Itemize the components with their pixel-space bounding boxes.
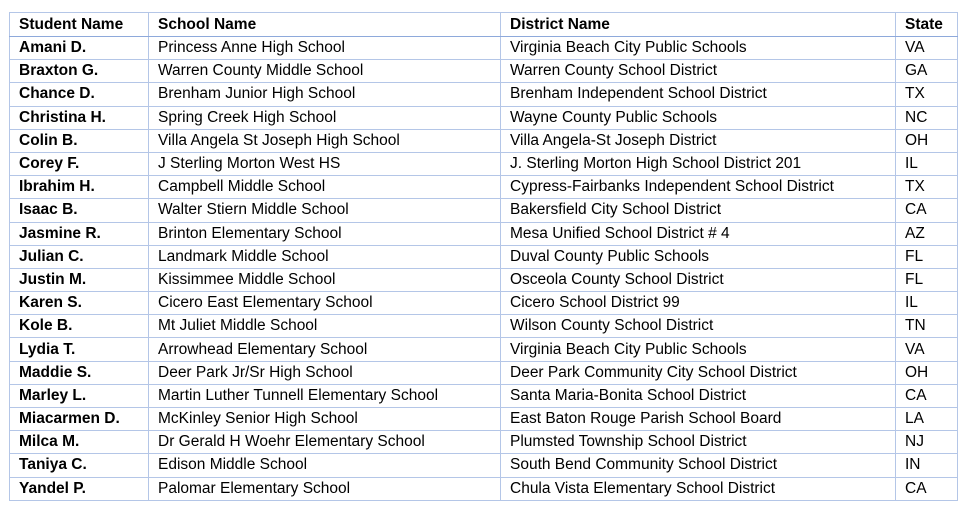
state-cell: CA (896, 384, 958, 407)
header-row (10, 13, 958, 37)
district-name-cell: Mesa Unified School District # 4 (501, 222, 896, 245)
state-cell: AZ (896, 222, 958, 245)
student-name-cell: Julian C. (10, 245, 149, 268)
state-cell: CA (896, 199, 958, 222)
student-name-cell: Braxton G. (10, 60, 149, 83)
district-name-cell: J. Sterling Morton High School District 201 (501, 152, 896, 175)
table-row (10, 106, 958, 129)
table-row (10, 268, 958, 291)
student-name-cell: Taniya C. (10, 454, 149, 477)
header-school-name: School Name (149, 13, 501, 37)
district-name-cell: Deer Park Community City School District (501, 361, 896, 384)
student-name-cell: Amani D. (10, 37, 149, 60)
school-name-cell: Edison Middle School (149, 454, 501, 477)
table-row (10, 477, 958, 500)
school-name-cell: Kissimmee Middle School (149, 268, 501, 291)
table-row (10, 408, 958, 431)
district-name-cell: Bakersfield City School District (501, 199, 896, 222)
school-name-cell: Arrowhead Elementary School (149, 338, 501, 361)
table-row (10, 384, 958, 407)
school-name-cell: Warren County Middle School (149, 60, 501, 83)
school-name-cell: Palomar Elementary School (149, 477, 501, 500)
table-row (10, 245, 958, 268)
student-name-cell: Jasmine R. (10, 222, 149, 245)
school-name-cell: J Sterling Morton West HS (149, 152, 501, 175)
district-name-cell: Virginia Beach City Public Schools (501, 338, 896, 361)
school-name-cell: Brinton Elementary School (149, 222, 501, 245)
table-row (10, 431, 958, 454)
state-cell: NC (896, 106, 958, 129)
state-cell: GA (896, 60, 958, 83)
school-name-cell: Deer Park Jr/Sr High School (149, 361, 501, 384)
district-name-cell: Brenham Independent School District (501, 83, 896, 106)
table-row (10, 37, 958, 60)
table-row (10, 361, 958, 384)
table-row (10, 60, 958, 83)
table-row (10, 83, 958, 106)
student-name-cell: Kole B. (10, 315, 149, 338)
school-name-cell: Landmark Middle School (149, 245, 501, 268)
state-cell: NJ (896, 431, 958, 454)
school-name-cell: Campbell Middle School (149, 176, 501, 199)
student-name-cell: Justin M. (10, 268, 149, 291)
table-row (10, 292, 958, 315)
header-district-name: District Name (501, 13, 896, 37)
student-name-cell: Christina H. (10, 106, 149, 129)
state-cell: OH (896, 361, 958, 384)
student-name-cell: Miacarmen D. (10, 408, 149, 431)
district-name-cell: Cypress-Fairbanks Independent School District (501, 176, 896, 199)
table-row (10, 315, 958, 338)
state-cell: CA (896, 477, 958, 500)
table-row (10, 338, 958, 361)
school-name-cell: Dr Gerald H Woehr Elementary School (149, 431, 501, 454)
table-row (10, 152, 958, 175)
student-name-cell: Milca M. (10, 431, 149, 454)
school-name-cell: Martin Luther Tunnell Elementary School (149, 384, 501, 407)
district-name-cell: Plumsted Township School District (501, 431, 896, 454)
state-cell: TN (896, 315, 958, 338)
student-name-cell: Isaac B. (10, 199, 149, 222)
table-row (10, 199, 958, 222)
table-row (10, 129, 958, 152)
header-student-name: Student Name (10, 13, 149, 37)
student-name-cell: Yandel P. (10, 477, 149, 500)
students-table (9, 12, 958, 501)
district-name-cell: Warren County School District (501, 60, 896, 83)
table-body (10, 37, 958, 501)
student-name-cell: Karen S. (10, 292, 149, 315)
state-cell: TX (896, 83, 958, 106)
school-name-cell: Villa Angela St Joseph High School (149, 129, 501, 152)
district-name-cell: Chula Vista Elementary School District (501, 477, 896, 500)
student-name-cell: Corey F. (10, 152, 149, 175)
district-name-cell: South Bend Community School District (501, 454, 896, 477)
district-name-cell: Duval County Public Schools (501, 245, 896, 268)
student-name-cell: Marley L. (10, 384, 149, 407)
district-name-cell: Santa Maria-Bonita School District (501, 384, 896, 407)
school-name-cell: McKinley Senior High School (149, 408, 501, 431)
state-cell: IL (896, 152, 958, 175)
student-name-cell: Maddie S. (10, 361, 149, 384)
state-cell: OH (896, 129, 958, 152)
school-name-cell: Walter Stiern Middle School (149, 199, 501, 222)
state-cell: LA (896, 408, 958, 431)
school-name-cell: Cicero East Elementary School (149, 292, 501, 315)
state-cell: FL (896, 268, 958, 291)
state-cell: VA (896, 338, 958, 361)
state-cell: FL (896, 245, 958, 268)
state-cell: TX (896, 176, 958, 199)
district-name-cell: Wilson County School District (501, 315, 896, 338)
state-cell: IN (896, 454, 958, 477)
student-name-cell: Colin B. (10, 129, 149, 152)
state-cell: VA (896, 37, 958, 60)
table-row (10, 176, 958, 199)
student-name-cell: Lydia T. (10, 338, 149, 361)
table-row (10, 454, 958, 477)
district-name-cell: East Baton Rouge Parish School Board (501, 408, 896, 431)
state-cell: IL (896, 292, 958, 315)
student-name-cell: Ibrahim H. (10, 176, 149, 199)
district-name-cell: Virginia Beach City Public Schools (501, 37, 896, 60)
student-name-cell: Chance D. (10, 83, 149, 106)
district-name-cell: Cicero School District 99 (501, 292, 896, 315)
table-row (10, 222, 958, 245)
school-name-cell: Mt Juliet Middle School (149, 315, 501, 338)
school-name-cell: Spring Creek High School (149, 106, 501, 129)
district-name-cell: Villa Angela-St Joseph District (501, 129, 896, 152)
district-name-cell: Osceola County School District (501, 268, 896, 291)
district-name-cell: Wayne County Public Schools (501, 106, 896, 129)
school-name-cell: Princess Anne High School (149, 37, 501, 60)
school-name-cell: Brenham Junior High School (149, 83, 501, 106)
header-state: State (896, 13, 958, 37)
